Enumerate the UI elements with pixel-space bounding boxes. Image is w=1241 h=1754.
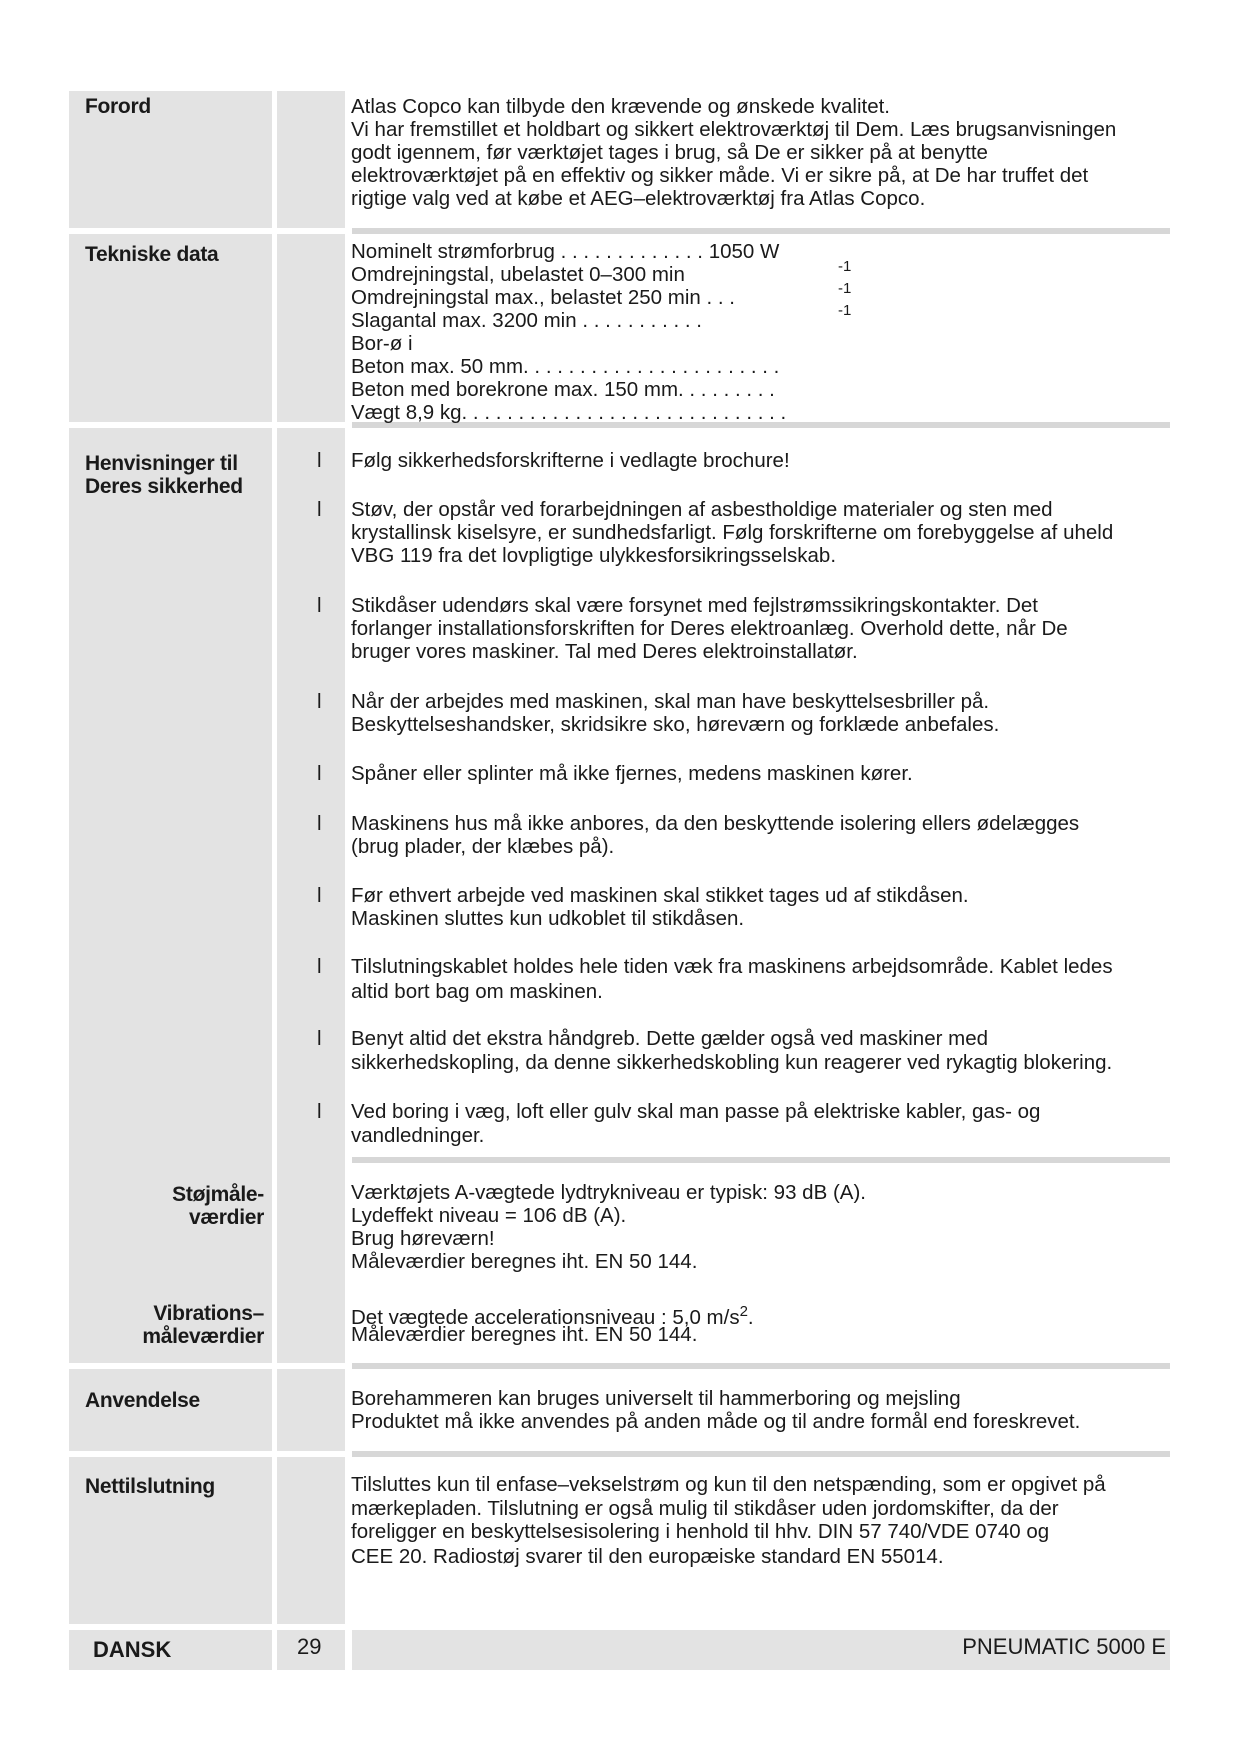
spec-line: Beton med borekrone max. 150 mm. . . . . . . . . — [351, 378, 775, 401]
spec-line: Omdrejningstal, ubelastet 0–300 min — [351, 263, 685, 286]
bullet-marker: l — [317, 1100, 322, 1123]
section-heading-stoj: værdier — [189, 1206, 264, 1229]
noise-line: Værktøjets A-vægtede lydtrykniveau er typisk: 93 dB (A). — [351, 1181, 866, 1204]
tekniske-gutter-block — [277, 234, 345, 422]
section-heading-anvendelse: Anvendelse — [85, 1389, 200, 1412]
forord-line: godt igennem, før værktøjet tages i brug, så De er sikker på at benytte — [351, 141, 988, 164]
spec-line: Slagantal max. 3200 min . . . . . . . . . . . — [351, 309, 702, 332]
safety-item-line: Stikdåser udendørs skal være forsynet med fejlstrømssikringskontakter. Det — [351, 594, 1038, 617]
bullet-marker: l — [317, 884, 322, 907]
spec-line: Beton max. 50 mm. . . . . . . . . . . . . . . . . . . . . . . — [351, 355, 780, 378]
safety-item-line: Spåner eller splinter må ikke fjernes, medens maskinen kører. — [351, 762, 913, 785]
safety-item-line: forlanger installationsforskriften for Deres elektroanlæg. Overhold dette, når De — [351, 617, 1068, 640]
section-heading-tekniske-data: Tekniske data — [85, 243, 219, 266]
bullet-marker: l — [317, 690, 322, 713]
footer-model-name: PNEUMATIC 5000 E — [962, 1634, 1166, 1659]
safety-item-line: krystallinsk kiselsyre, er sundhedsfarligt. Følg forskrifterne om forebyggelse af uheld — [351, 521, 1114, 544]
footer-language: DANSK — [93, 1637, 172, 1662]
safety-item-line: Støv, der opstår ved forarbejdningen af asbestholdige materialer og sten med — [351, 498, 1053, 521]
safety-item-line: Følg sikkerhedsforskrifterne i vedlagte brochure! — [351, 449, 790, 472]
noise-line: Lydeffekt niveau = 106 dB (A). — [351, 1204, 627, 1227]
safety-item-line: altid bort bag om maskinen. — [351, 980, 603, 1003]
forord-line: Atlas Copco kan tilbyde den krævende og ønskede kvalitet. — [351, 95, 890, 118]
section-heading-forord: Forord — [85, 95, 151, 118]
forord-line: Vi har fremstillet et holdbart og sikkert elektroværktøj til Dem. Læs brugsanvisningen — [351, 118, 1117, 141]
safety-item-line: sikkerhedskopling, da denne sikkerhedskobling kun reagerer ved rykagtig blokering. — [351, 1051, 1113, 1074]
separator — [352, 1363, 1170, 1369]
mains-line: mærkepladen. Tilslutning er også mulig til stikdåser uden jordomskifter, da der — [351, 1497, 1059, 1520]
safety-item-line: (brug plader, der klæbes på). — [351, 835, 615, 858]
section-heading-stoj: Støjmåle- — [172, 1183, 264, 1206]
unit-superscript: -1 — [838, 280, 852, 297]
mains-line: foreligger en beskyttelsesisolering i henhold til hhv. DIN 57 740/VDE 0740 og — [351, 1520, 1050, 1543]
safety-item-line: vandledninger. — [351, 1124, 485, 1147]
unit-superscript: -1 — [838, 302, 852, 319]
forord-gutter-block — [277, 91, 345, 228]
noise-line: Måleværdier beregnes iht. EN 50 144. — [351, 1250, 698, 1273]
vibration-line: Måleværdier beregnes iht. EN 50 144. — [351, 1323, 698, 1346]
spec-line: Vægt 8,9 kg. . . . . . . . . . . . . . . . . . . . . . . . . . . . . — [351, 401, 787, 424]
spec-line: Nominelt strømforbrug . . . . . . . . . . . . . 1050 W — [351, 240, 780, 263]
bullet-marker: l — [317, 955, 322, 978]
mains-line: Tilsluttes kun til enfase–vekselstrøm og kun til den netspænding, som er opgivet på — [351, 1473, 1106, 1496]
usage-line: Produktet må ikke anvendes på anden måde og til andre formål end foreskrevet. — [351, 1410, 1081, 1433]
spec-line: Bor-ø i — [351, 332, 413, 355]
period: . — [747, 1305, 754, 1329]
separator — [352, 1157, 1170, 1163]
safety-item-line: Maskinens hus må ikke anbores, da den beskyttende isolering ellers ødelægges — [351, 812, 1080, 835]
safety-item-line: Før ethvert arbejde ved maskinen skal stikket tages ud af stikdåsen. — [351, 884, 969, 907]
section-heading-sikkerhed: Henvisninger til — [85, 452, 238, 475]
section-heading-nettilslutning: Nettilslutning — [85, 1475, 215, 1498]
safety-item-line: Tilslutningskablet holdes hele tiden væk fra maskinens arbejdsområde. Kablet ledes — [351, 955, 1113, 978]
forord-line: rigtige valg ved at købe et AEG–elektroværktøj fra Atlas Copco. — [351, 187, 926, 210]
mains-line: CEE 20. Radiostøj svarer til den europæiske standard EN 55014. — [351, 1545, 944, 1568]
safety-item-line: Ved boring i væg, loft eller gulv skal man passe på elektriske kabler, gas- og — [351, 1100, 1041, 1123]
bullet-marker: l — [317, 449, 322, 472]
section-heading-vibration: måleværdier — [142, 1325, 264, 1348]
bullet-marker: l — [317, 812, 322, 835]
bullet-marker: l — [317, 762, 322, 785]
forord-line: elektroværktøjet på en effektiv og sikker måde. Vi er sikre på, at De har truffet det — [351, 164, 1089, 187]
spec-line: Omdrejningstal max., belastet 250 min . . . — [351, 286, 735, 309]
vibration-text: Det vægtede accelerationsniveau : 5,0 m/s — [351, 1305, 740, 1329]
safety-item-line: Beskyttelseshandsker, skridsikre sko, høreværn og forklæde anbefales. — [351, 713, 1000, 736]
separator — [352, 1451, 1170, 1457]
exponent: 2 — [739, 1303, 748, 1320]
safety-item-line: Når der arbejdes med maskinen, skal man have beskyttelsesbriller på. — [351, 690, 990, 713]
anvendelse-gutter-block — [277, 1369, 345, 1451]
section-heading-vibration: Vibrations– — [153, 1302, 264, 1325]
safety-item-line: Maskinen sluttes kun udkoblet til stikdåsen. — [351, 907, 745, 930]
noise-line: Brug høreværn! — [351, 1227, 495, 1250]
separator — [352, 228, 1170, 234]
section-heading-sikkerhed: Deres sikkerhed — [85, 475, 243, 498]
safety-item-line: VBG 119 fra det lovpligtige ulykkesforsikringsselskab. — [351, 544, 837, 567]
safety-item-line: bruger vores maskiner. Tal med Deres elektroinstallatør. — [351, 640, 858, 663]
sikkerhed-gutter-block — [277, 428, 345, 1363]
usage-line: Borehammeren kan bruges universelt til hammerboring og mejsling — [351, 1387, 961, 1410]
safety-item-line: Benyt altid det ekstra håndgreb. Dette gælder også ved maskiner med — [351, 1027, 988, 1050]
bullet-marker: l — [317, 498, 322, 521]
bullet-marker: l — [317, 1027, 322, 1050]
net-gutter-block — [277, 1457, 345, 1624]
unit-superscript: -1 — [838, 258, 852, 275]
footer-page-number: 29 — [297, 1634, 322, 1659]
bullet-marker: l — [317, 594, 322, 617]
